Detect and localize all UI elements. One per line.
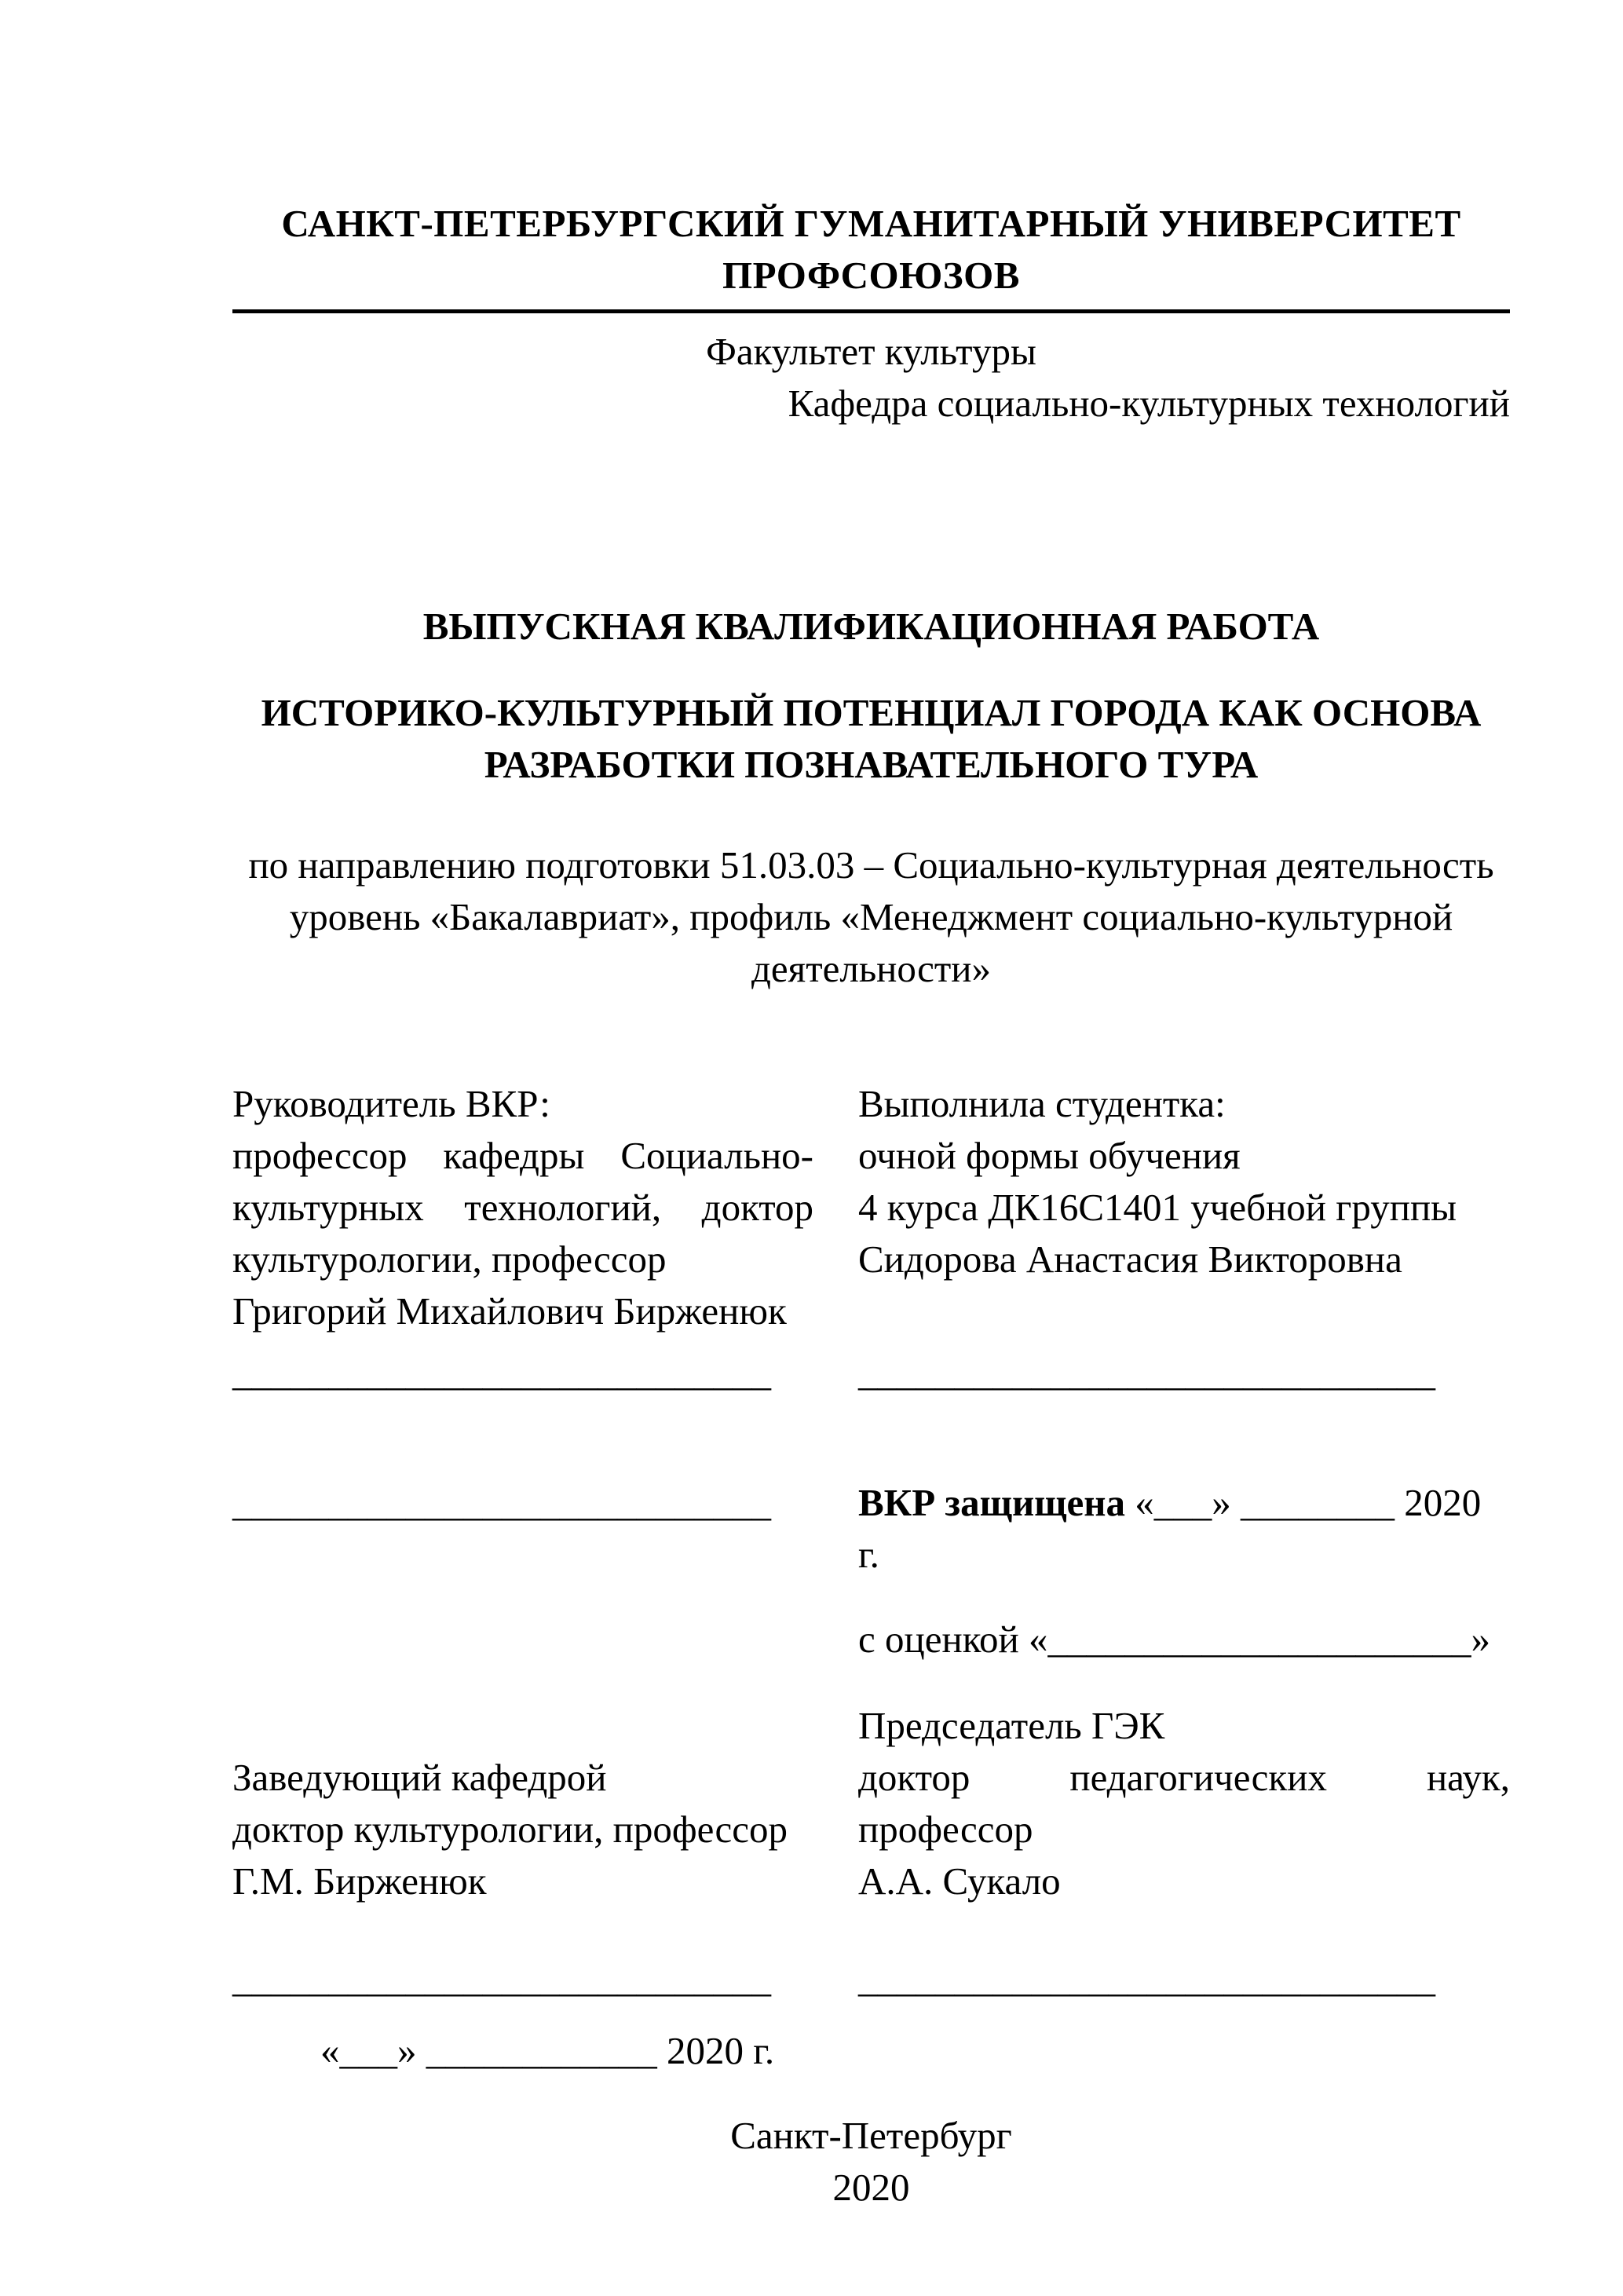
defense-row [232, 1477, 1510, 1581]
defense-date-blanks: «___» ________ 2020 г. [858, 1481, 1482, 1576]
grade-line: с оценкой «______________________» [858, 1618, 1490, 1661]
department-head-column [232, 1752, 813, 1907]
gek-chair-degree-line-1: доктор педагогических наук, [858, 1756, 1510, 1799]
student-column [858, 1078, 1510, 1337]
student-info-line-2: 4 курса ДК16С1401 учебной группы [858, 1186, 1457, 1229]
student-signature-line: ______________________________ [858, 1351, 1435, 1394]
department-head-signature-line: ____________________________ [232, 1957, 771, 2000]
supervisor-signature-line: ____________________________ [232, 1351, 771, 1394]
gek-chair-degree-line-2: профессор [858, 1808, 1033, 1851]
defense-label: ВКР защищена [858, 1481, 1126, 1524]
committee-block [232, 1700, 1510, 1907]
program-level-line-2: деятельности» [751, 947, 991, 990]
city-line: Санкт-Петербург [730, 2114, 1012, 2157]
program-direction: по направлению подготовки 51.03.03 – Социально-культурная деятельность [248, 843, 1494, 887]
department-head-title: Заведующий кафедрой [232, 1756, 607, 1799]
supervisor-label: Руководитель ВКР: [232, 1082, 550, 1125]
supervisor-position-line-3: культурологии, профессор [232, 1238, 667, 1281]
thesis-title [232, 687, 1510, 791]
gek-chair-title: Председатель ГЭК [858, 1704, 1165, 1747]
supervisor-position-line-2: культурных технологий, доктор [232, 1186, 813, 1229]
signature-row-2 [232, 1953, 1510, 2005]
defense-blank-line: ____________________________ [232, 1481, 771, 1524]
student-name: Сидорова Анастасия Викторовна [858, 1238, 1402, 1281]
supervisor-name: Григорий Михайлович Бирженюк [232, 1289, 787, 1333]
student-label: Выполнила студентка: [858, 1082, 1226, 1125]
supervisor-position-line-1: профессор кафедры Социально- [232, 1134, 813, 1177]
program-info [232, 839, 1510, 995]
signature-row-1 [232, 1347, 1510, 1398]
university-name: САНКТ-ПЕТЕРБУРГСКИЙ ГУМАНИТАРНЫЙ УНИВЕРСИТЕТ ПРОФСОЮЗОВ [232, 198, 1510, 313]
defense-statement [858, 1477, 1510, 1581]
gek-chair-signature-line: ______________________________ [858, 1957, 1435, 2000]
year-line: 2020 [832, 2166, 910, 2209]
department-line: Кафедра социально-культурных технологий [788, 382, 1510, 425]
approval-date-line: «___» ____________ 2020 г. [320, 2029, 775, 2072]
department-head-name: Г.М. Бирженюк [232, 1859, 487, 1903]
supervisor-student-block [232, 1078, 1510, 1337]
gek-chair-name: А.А. Сукало [858, 1859, 1061, 1903]
work-type-heading: ВЫПУСКНАЯ КВАЛИФИКАЦИОННАЯ РАБОТА [422, 605, 1320, 648]
program-level-line-1: уровень «Бакалавриат», профиль «Менеджмент социально-культурной [289, 895, 1453, 938]
supervisor-column [232, 1078, 813, 1337]
thesis-title-line-2: РАЗРАБОТКИ ПОЗНАВАТЕЛЬНОГО ТУРА [484, 743, 1259, 786]
department-head-degree: доктор культурологии, профессор [232, 1808, 788, 1851]
student-info-line-1: очной формы обучения [858, 1134, 1241, 1177]
gek-chair-column [858, 1700, 1510, 1907]
thesis-title-line-1: ИСТОРИКО-КУЛЬТУРНЫЙ ПОТЕНЦИАЛ ГОРОДА КАК ОСНОВА [261, 691, 1482, 734]
faculty-line: Факультет культуры [706, 330, 1036, 373]
